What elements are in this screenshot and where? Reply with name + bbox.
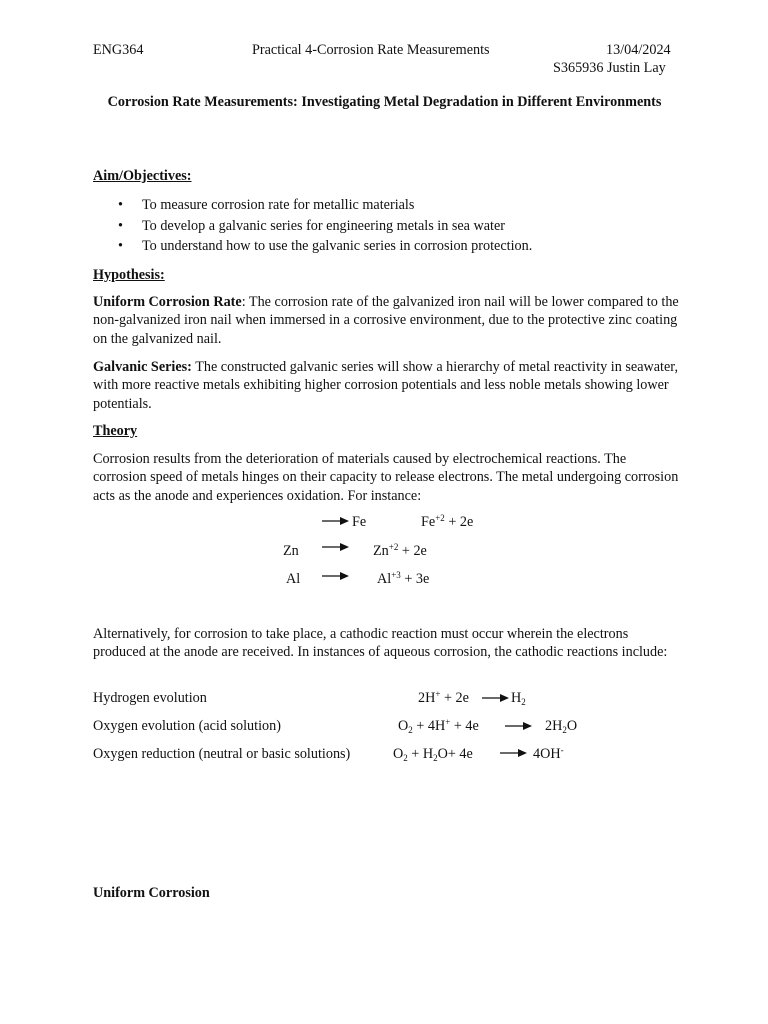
hypothesis-uniform (93, 293, 683, 348)
aim-item: • To measure corrosion rate for metallic materials (118, 195, 532, 216)
anodic-al-product: $Al^{+3} + 3e$ (377, 570, 430, 587)
uniform-label: Uniform Corrosion Rate (93, 294, 242, 310)
document-title: Corrosion Rate Measurements: Investigating Metal Degradation in Different Environments (107, 94, 662, 110)
anodic-fe-reactant: Fe (352, 514, 367, 530)
theory-intro: Corrosion results from the deterioration of materials caused by electrochemical reactions. The corrosion speed of metals hinges on their capacity to release electrons. The metal undergoing corrosion acts as the anode and experiences oxidation. For instance: (93, 451, 679, 504)
anodic-fe-product: $Fe^{+2} + 2e$ (421, 513, 474, 530)
oxygen-reduction-product: 4OH- (533, 745, 564, 762)
galvanic-label: Galvanic Series: (93, 359, 192, 375)
arrow-icon (500, 748, 528, 758)
hypothesis-galvanic (93, 358, 683, 413)
hypothesis-heading: Hypothesis: (93, 267, 165, 283)
practical-title: Practical 4-Corrosion Rate Measurements (252, 42, 490, 58)
uniform-corrosion-heading: Uniform Corrosion (93, 885, 210, 901)
theory-heading: Theory (93, 423, 138, 439)
hydrogen-evolution-label: Hydrogen evolution (93, 690, 207, 706)
oxygen-reduction-label: Oxygen reduction (neutral or basic solutions) (93, 746, 351, 762)
arrow-icon (322, 516, 350, 526)
arrow-icon (322, 571, 350, 581)
anodic-zn-reactant: Zn (283, 543, 299, 559)
cathodic-intro: Alternatively, for corrosion to take place, a cathodic reaction must occur wherein the electrons produced at the anode are received. In instances of aqueous corrosion, the cathodic reactions include: (93, 626, 668, 661)
oxygen-evolution-product: $2H_2O$ (545, 718, 578, 735)
hydrogen-evolution-reactants: 2H+ + 2e (418, 689, 469, 706)
arrow-icon (322, 542, 350, 552)
aim-list (118, 195, 532, 257)
arrow-icon (482, 693, 510, 703)
oxygen-reduction-reactants: $O_2 + H_2O+ 4e$ (393, 746, 473, 763)
report-date: 13/04/2024 (606, 42, 671, 58)
anodic-zn-product: $Zn^{+2} + 2e$ (373, 542, 427, 559)
student-id: S365936 Justin Lay (553, 60, 666, 76)
oxygen-evolution-reactants: $O_2 + 4H^+ + 4e$ (398, 717, 479, 735)
uniform-text: : The corrosion rate of the galvanized iron nail will be lower compared to the non-galvanized iron nail when immersed in a corrosive environment, due to the protective zinc coating on the galvanized nail. (93, 294, 679, 347)
aim-heading: Aim/Objectives: (93, 168, 192, 184)
galvanic-text: The constructed galvanic series will show a hierarchy of metal reactivity in seawater, with more reactive metals exhibiting higher corrosion potentials and less noble metals showing lower potentials. (93, 359, 678, 412)
oxygen-evolution-label: Oxygen evolution (acid solution) (93, 718, 281, 734)
anodic-al-reactant: Al (286, 571, 301, 587)
hydrogen-evolution-product: $H_2$ (511, 690, 526, 707)
course-code: ENG364 (93, 42, 144, 58)
aim-item: • To develop a galvanic series for engineering metals in sea water (118, 216, 532, 237)
arrow-icon (505, 721, 533, 731)
aim-item: • To understand how to use the galvanic series in corrosion protection. (118, 236, 532, 257)
